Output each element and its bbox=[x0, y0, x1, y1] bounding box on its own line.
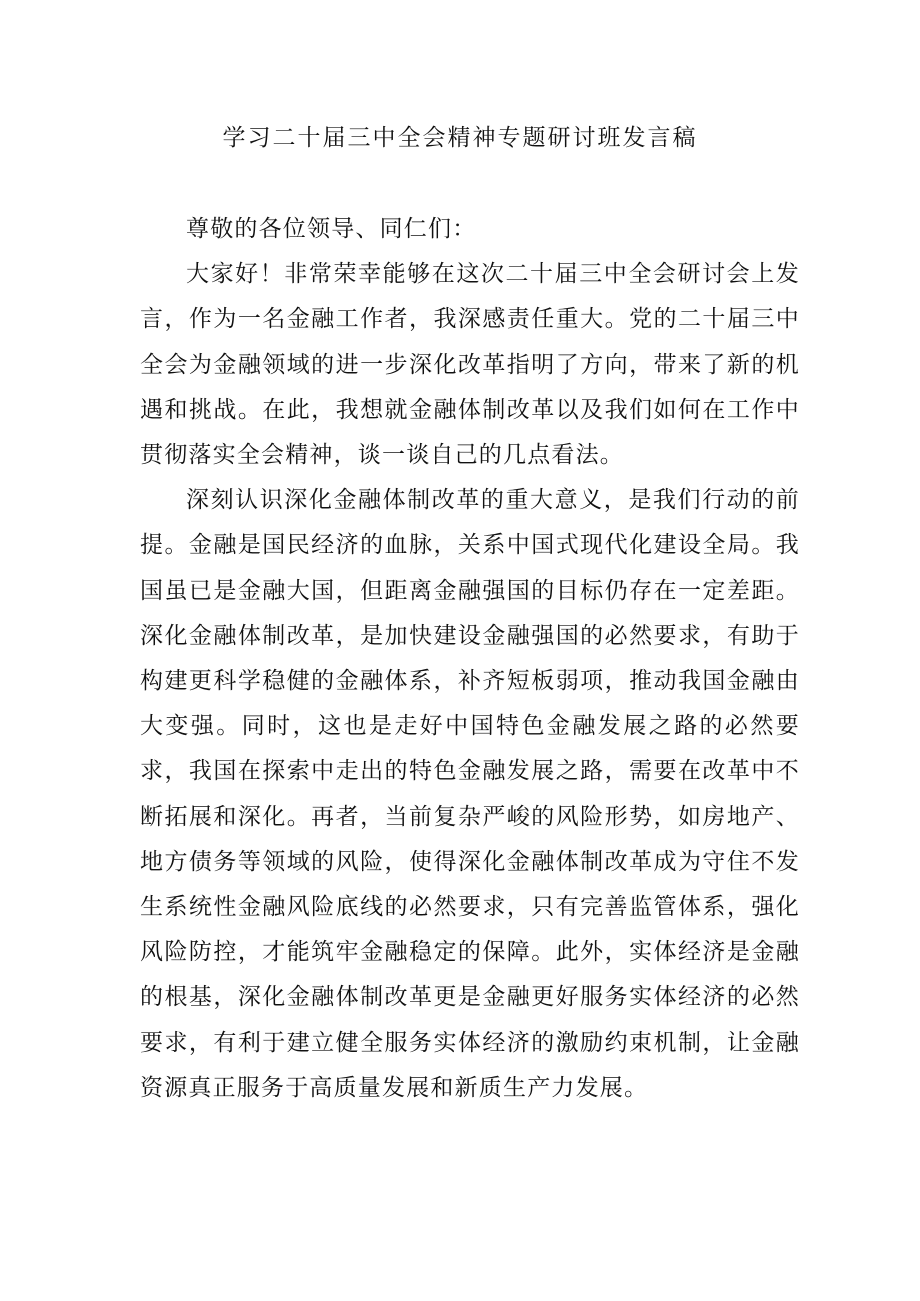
salutation: 尊敬的各位领导、同仁们： bbox=[186, 216, 477, 242]
paragraph-opening: 大家好！非常荣幸能够在这次二十届三中全会研讨会上发言，作为一名金融工作者，我深感责任重大。党的二十届三中全会为金融领域的进一步深化改革指明了方向，带来了新的机遇和挑战。在此，我想就金融体制改革以及我们如何在工作中贯彻落实全会精神，谈一谈自己的几点看法。 bbox=[140, 261, 800, 469]
document-body bbox=[140, 207, 800, 1111]
document-title: 学习二十届三中全会精神专题研讨班发言稿 bbox=[222, 125, 698, 151]
paragraph-significance: 深刻认识深化金融体制改革的重大意义，是我们行动的前提。金融是国民经济的血脉，关系中国式现代化建设全局。我国虽已是金融大国，但距离金融强国的目标仍存在一定差距。深化金融体制改革，是加快建设金融强国的必然要求，有助于构建更科学稳健的金融体系，补齐短板弱项，推动我国金融由大变强。同时，这也是走好中国特色金融发展之路的必然要求，我国在探索中走出的特色金融发展之路，需要在改革中不断拓展和深化。再者，当前复杂严峻的风险形势，如房地产、地方债务等领域的风险，使得深化金融体制改革成为守住不发生系统性金融风险底线的必然要求，只有完善监管体系，强化风险防控，才能筑牢金融稳定的保障。此外，实体经济是金融的根基，深化金融体制改革更是金融更好服务实体经济的必然要求，有利于建立健全服务实体经济的激励约束机制，让金融资源真正服务于高质量发展和新质生产力发展。 bbox=[140, 487, 800, 1101]
